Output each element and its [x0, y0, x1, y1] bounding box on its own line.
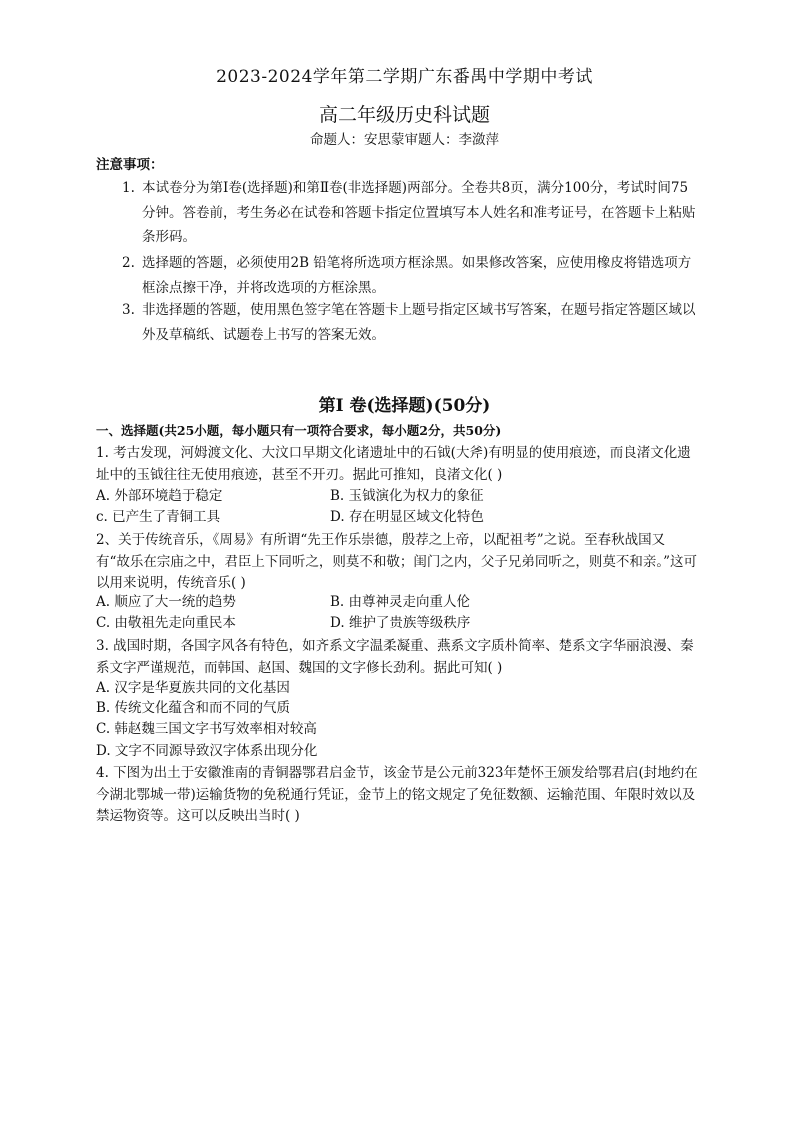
question-4-stem: 4. 下图为出土于安徽淮南的青铜器鄂君启金节，该金节是公元前323年楚怀王颁发给鄂君启(封地约在今湖北鄂城一带)运输货物的免税通行凭证，金节上的铭文规定了免征数额、运输范围、年限时效以及禁运物资等。这可以反映出当时( ): [96, 765, 698, 824]
question-3-option-a: A. 汉字是华夏族共同的文化基因: [96, 680, 290, 696]
question-2-stem: 2、关于传统音乐，《周易》有所谓“先王作乐崇德，殷荐之上帝，以配祖考”之说。至春秋战国又有“故乐在宗庙之中，君臣上下同听之，则莫不和敬；闺门之内，父子兄弟同听之，则莫不和亲。”这可以用来说明，传统音乐( ): [96, 532, 698, 591]
notice-item-number: 3.: [122, 302, 135, 318]
question-1-option-d: D. 存在明显区域文化特色: [330, 509, 484, 525]
question-2-option-b: B. 由尊神灵走向重人伦: [330, 594, 471, 610]
notice-item-text: 非选择题的答题，使用黑色签字笔在答题卡上题号指定区域书写答案，在题号指定答题区域以外及草稿纸、试题卷上书写的答案无效。: [142, 302, 696, 343]
notice-item-number: 1.: [122, 180, 135, 196]
question-2-option-c: C. 由敬祖先走向重民本: [96, 615, 236, 631]
question-3-option-d: D. 文字不同源导致汉字体系出现分化: [96, 743, 318, 759]
part-heading: 一、选择题(共25小题，每小题只有一项符合要求，每小题2分，共50分): [96, 423, 502, 438]
exam-title: 2023-2024学年第二学期广东番禺中学期中考试: [216, 67, 593, 87]
question-1-option-b: B. 玉钺演化为权力的象征: [330, 488, 484, 504]
question-2-option-d: D. 维护了贵族等级秩序: [330, 615, 471, 631]
question-1-option-a: A. 外部环境趋于稳定: [96, 488, 223, 504]
question-1-option-c: c. 已产生了青铜工具: [96, 509, 221, 525]
exam-subtitle: 高二年级历史科试题: [318, 104, 490, 126]
notice-item-2: [124, 251, 696, 300]
question-2-option-a: A. 顺应了大一统的趋势: [96, 594, 236, 610]
notice-item-3: [124, 298, 696, 347]
exam-authors: 命题人：安思蒙审题人：李潋萍: [310, 132, 499, 148]
section-title: 第I 卷(选择题)(50分): [318, 396, 491, 416]
question-1-stem: 1. 考古发现，河姆渡文化、大汶口早期文化诸遗址中的石钺(大斧)有明显的使用痕迹，而良渚文化遗址中的玉钺往往无使用痕迹，甚至不开刃。据此可推知，良渚文化( ): [96, 445, 691, 483]
notice-item-text: 本试卷分为第Ⅰ卷(选择题)和第Ⅱ卷(非选择题)两部分。全卷共8页，满分100分，考试时间75 分钟。答卷前，考生务必在试卷和答题卡指定位置填写本人姓名和准考证号，在答题卡上粘贴条形码。: [142, 180, 696, 245]
question-3-option-b: B. 传统文化蕴含和而不同的气质: [96, 700, 291, 716]
notice-item-text: 选择题的答题，必须使用2B 铅笔将所选项方框涂黑。如果修改答案，应使用橡皮将错选项方框涂点擦干净，并将改选项的方框涂黑。: [142, 255, 692, 296]
question-3-stem: 3. 战国时期，各国字风各有特色，如齐系文字温柔凝重、燕系文字质朴简率、楚系文字华丽浪漫、秦系文字严谨规范，而韩国、赵国、魏国的文字修长劲利。据此可知( ): [96, 638, 694, 676]
notice-item-number: 2.: [122, 255, 135, 271]
question-3-option-c: C. 韩赵魏三国文字书写效率相对较高: [96, 721, 317, 737]
notice-item-1: [124, 176, 696, 250]
notice-heading: 注意事项：: [96, 157, 164, 173]
